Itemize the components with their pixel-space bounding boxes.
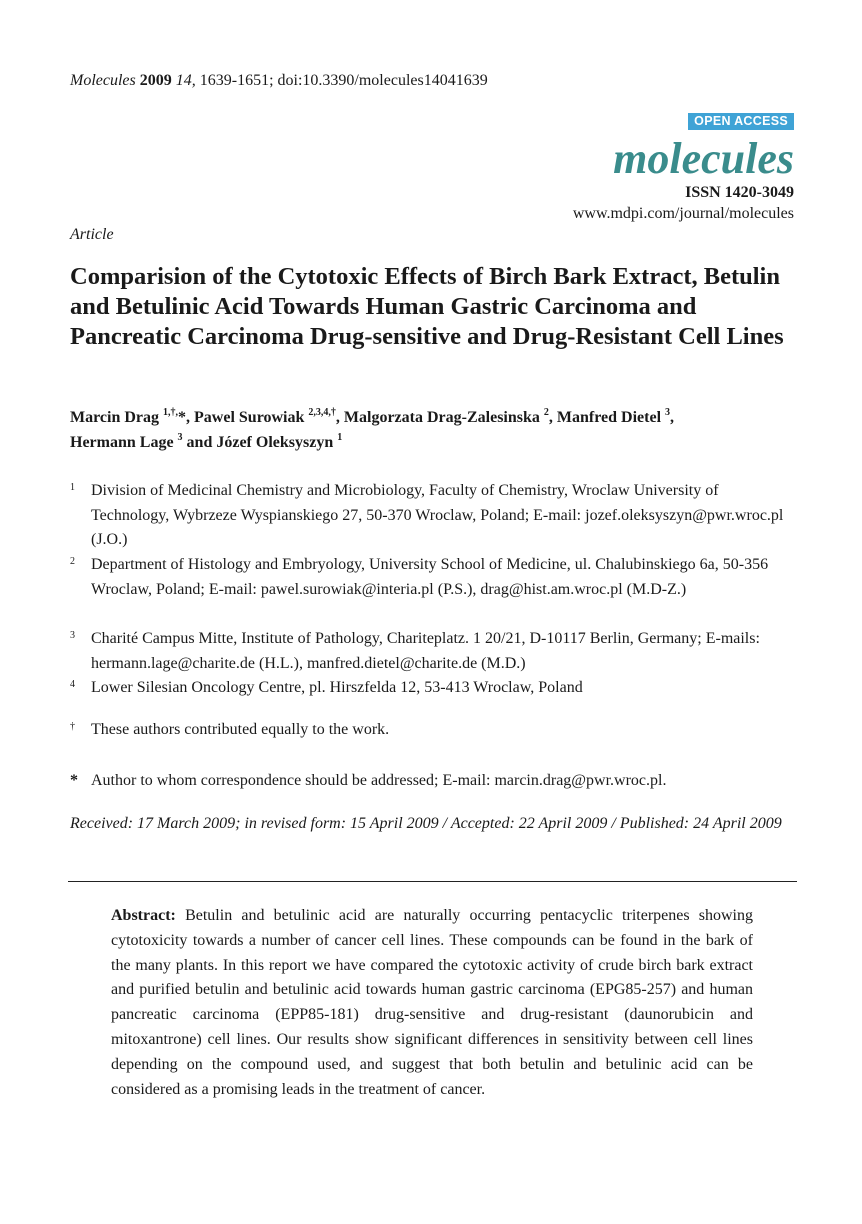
author-name: Malgorzata Drag-Zalesinska	[343, 409, 540, 426]
section-divider	[68, 881, 797, 882]
equal-contribution-text: These authors contributed equally to the work.	[91, 721, 390, 738]
dagger-mark: †	[70, 721, 75, 732]
pages-doi: 1639-1651; doi:10.3390/molecules14041639	[199, 72, 488, 89]
author-name: Marcin Drag	[70, 409, 160, 426]
article-type: Article	[70, 226, 114, 243]
equal-contribution-note	[70, 718, 794, 743]
affiliation-text: Department of Histology and Embryology, University School of Medicine, ul. Chalubinskiego 6a, 50-356 Wroclaw, Poland; E-mail: pawel.surowiak@interia.pl (P.S.), drag@hist.am.wroc.pl (M.D-Z.)	[91, 556, 769, 598]
abstract-label: Abstract:	[111, 907, 176, 924]
affiliation-mark: 2	[70, 556, 75, 567]
affiliation-item	[70, 479, 794, 553]
affiliation-mark: 4	[70, 679, 75, 690]
publication-dates: Received: 17 March 2009; in revised form: 15 April 2009 / Accepted: 22 April 2009 / Published: 24 April 2009	[70, 815, 782, 832]
volume-number: 14,	[175, 72, 196, 89]
corresponding-mark: *	[178, 409, 187, 426]
journal-logo: molecules	[613, 134, 794, 183]
journal-name: Molecules	[70, 72, 136, 89]
author-affiliation-mark: 3	[665, 407, 671, 418]
correspondence-note	[70, 769, 794, 794]
author-affiliation-mark: 1	[337, 432, 343, 443]
author-name: Józef Oleksyszyn	[216, 434, 334, 451]
affiliation-text: Charité Campus Mitte, Institute of Pathology, Chariteplatz. 1 20/21, D-10117 Berlin, Germany; E-mails: hermann.lage@charite.de (H.L.), manfred.dietel@charite.de (M.D.)	[91, 630, 760, 672]
publication-year: 2009	[139, 72, 172, 89]
affiliation-mark: 1	[70, 482, 75, 493]
asterisk-mark: *	[70, 772, 78, 789]
affiliation-item	[70, 627, 794, 676]
abstract	[111, 904, 753, 1102]
author-affiliation-mark: 2,3,4,†	[308, 407, 336, 418]
author-affiliation-mark: 3	[177, 432, 183, 443]
correspondence-text: Author to whom correspondence should be addressed; E-mail: marcin.drag@pwr.wroc.pl.	[91, 772, 667, 789]
citation-line	[70, 72, 488, 90]
author-affiliation-mark: 2	[543, 407, 549, 418]
paper-title: Comparision of the Cytotoxic Effects of Birch Bark Extract, Betulin and Betulinic Acid Towards Human Gastric Carcinoma and Pancreatic Carcinoma Drug-sensitive and Drug-Resistant Cell Lines	[70, 263, 784, 350]
abstract-text: Betulin and betulinic acid are naturally occurring pentacyclic triterpenes showing cytotoxicity towards a number of cancer cell lines. These compounds can be found in the bark of the many plants. In this report we have compared the cytotoxic activity of crude birch bark extract and purified betulin and betulinic acid towards human gastric carcinoma (EPG85-257) and human pancreatic carcinoma (EPP85-181) drug-sensitive and drug-resistant (daunorubicin and mitoxantrone) cell lines. Our results show significant differences in sensitivity between cell lines depending on the compound used, and suggest that both betulin and betulinic acid can be considered as a promising leads in the treatment of cancer.	[111, 907, 754, 1098]
author-list: Marcin Drag $^{1,\dagger,}$*, Pawel Surowiak $^{2,3,4,\dagger}$, Malgorzata Drag-Zalesinska $^2$, Manfred Dietel $^3$, Hermann Lage $^3$ and Józef Oleksyszyn $^1$	[70, 407, 675, 451]
affiliation-text: Lower Silesian Oncology Centre, pl. Hirszfelda 12, 53-413 Wroclaw, Poland	[91, 679, 583, 696]
author-name: Manfred Dietel	[556, 409, 662, 426]
affiliation-item	[70, 553, 794, 602]
author-name: Hermann Lage	[70, 434, 174, 451]
affiliation-text: Division of Medicinal Chemistry and Microbiology, Faculty of Chemistry, Wroclaw University of Technology, Wybrzeze Wyspianskiego 27, 50-370 Wroclaw, Poland; E-mail: jozef.oleksyszyn@pwr.wroc.pl (J.O.)	[91, 482, 784, 548]
open-access-badge: OPEN ACCESS	[688, 113, 794, 130]
issn: ISSN 1420-3049	[685, 184, 794, 201]
affiliation-mark: 3	[70, 630, 75, 641]
journal-url[interactable]: www.mdpi.com/journal/molecules	[572, 205, 794, 222]
affiliation-item	[70, 676, 794, 701]
author-name: Pawel Surowiak	[194, 409, 305, 426]
author-affiliation-mark: 1,†,	[163, 407, 179, 418]
